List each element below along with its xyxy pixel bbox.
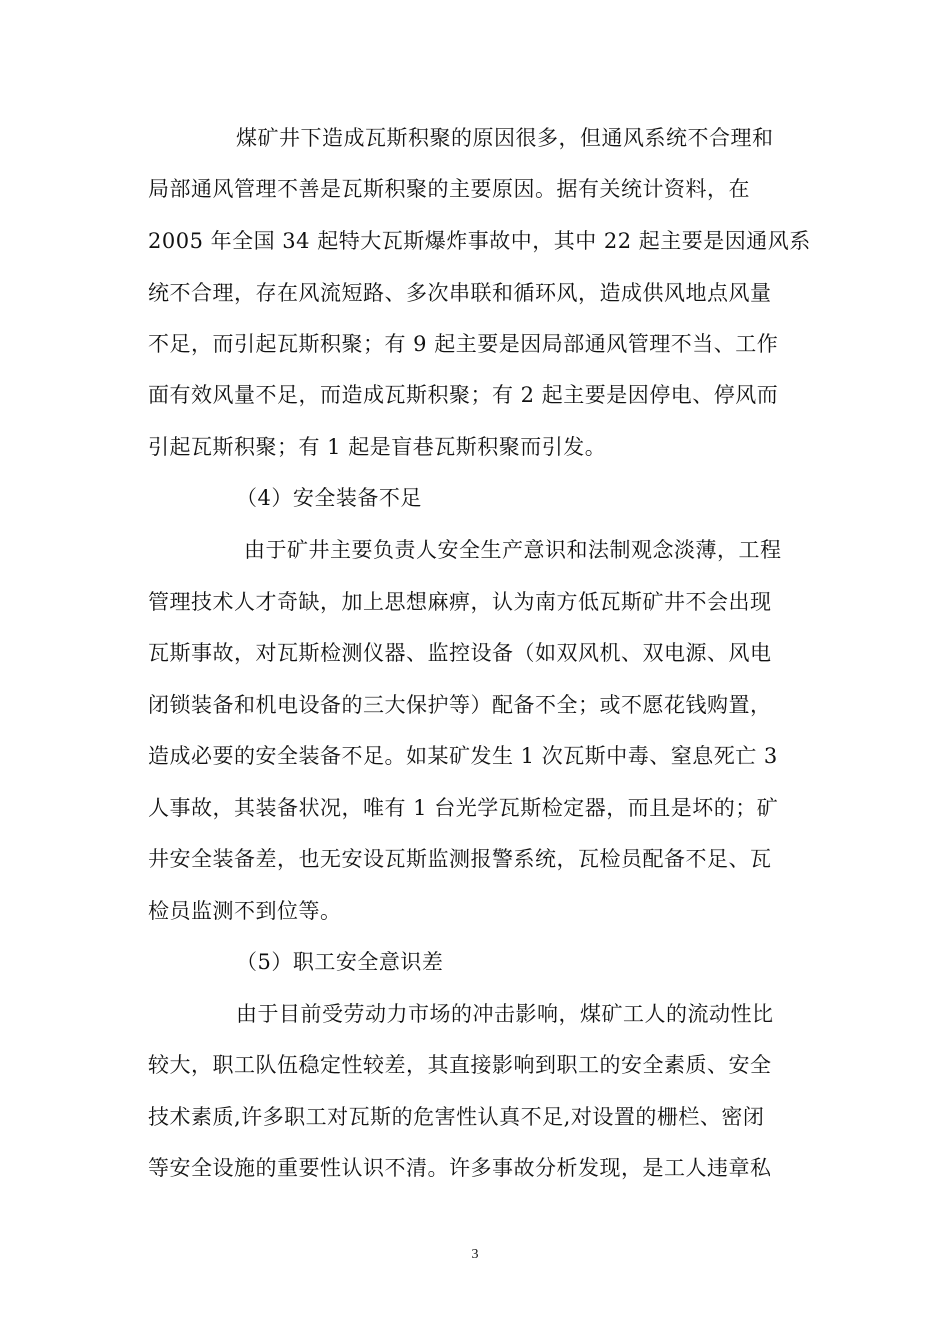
paragraph-line: 技术素质,许多职工对瓦斯的危害性认真不足,对设置的栅栏、密闭	[148, 1105, 765, 1129]
paragraph-line: 由于目前受劳动力市场的冲击影响，煤矿工人的流动性比	[236, 1002, 774, 1026]
paragraph-line: 管理技术人才奇缺，加上思想麻痹，认为南方低瓦斯矿井不会出现	[148, 590, 772, 614]
page-number: 3	[471, 1247, 479, 1262]
paragraph-line: 人事故，其装备状况，唯有 1 台光学瓦斯检定器，而且是坏的；矿	[148, 796, 779, 820]
paragraph-line: 由于矿井主要负责人安全生产意识和法制观念淡薄，工程	[244, 538, 782, 562]
paragraph-line: 引起瓦斯积聚；有 1 起是盲巷瓦斯积聚而引发。	[148, 435, 607, 459]
paragraph-line: 面有效风量不足，而造成瓦斯积聚；有 2 起主要是因停电、停风而	[148, 383, 779, 407]
section-heading: （5）职工安全意识差	[236, 950, 444, 974]
paragraph-line: 煤矿井下造成瓦斯积聚的原因很多，但通风系统不合理和	[236, 126, 774, 150]
paragraph-line: 统不合理，存在风流短路、多次串联和循环风，造成供风地点风量	[148, 281, 772, 305]
paragraph-line: 闭锁装备和机电设备的三大保护等）配备不全；或不愿花钱购置，	[148, 693, 772, 717]
paragraph-line: 局部通风管理不善是瓦斯积聚的主要原因。据有关统计资料，在	[148, 177, 750, 201]
paragraph-line: 造成必要的安全装备不足。如某矿发生 1 次瓦斯中毒、窒息死亡 3	[148, 744, 778, 768]
section-heading: （4）安全装备不足	[236, 486, 422, 510]
paragraph-line: 等安全设施的重要性认识不清。许多事故分析发现，是工人违章私	[148, 1156, 772, 1180]
paragraph-line: 不足，而引起瓦斯积聚；有 9 起主要是因局部通风管理不当、工作	[148, 332, 779, 356]
paragraph-line: 瓦斯事故，对瓦斯检测仪器、监控设备（如双风机、双电源、风电	[148, 641, 772, 665]
paragraph-line: 井安全装备差，也无安设瓦斯监测报警系统，瓦检员配备不足、瓦	[148, 847, 772, 871]
paragraph-line: 2005 年全国 34 起特大瓦斯爆炸事故中，其中 22 起主要是因通风系	[148, 229, 811, 253]
paragraph-line: 检员监测不到位等。	[148, 899, 342, 923]
paragraph-line: 较大，职工队伍稳定性较差，其直接影响到职工的安全素质、安全	[148, 1053, 772, 1077]
